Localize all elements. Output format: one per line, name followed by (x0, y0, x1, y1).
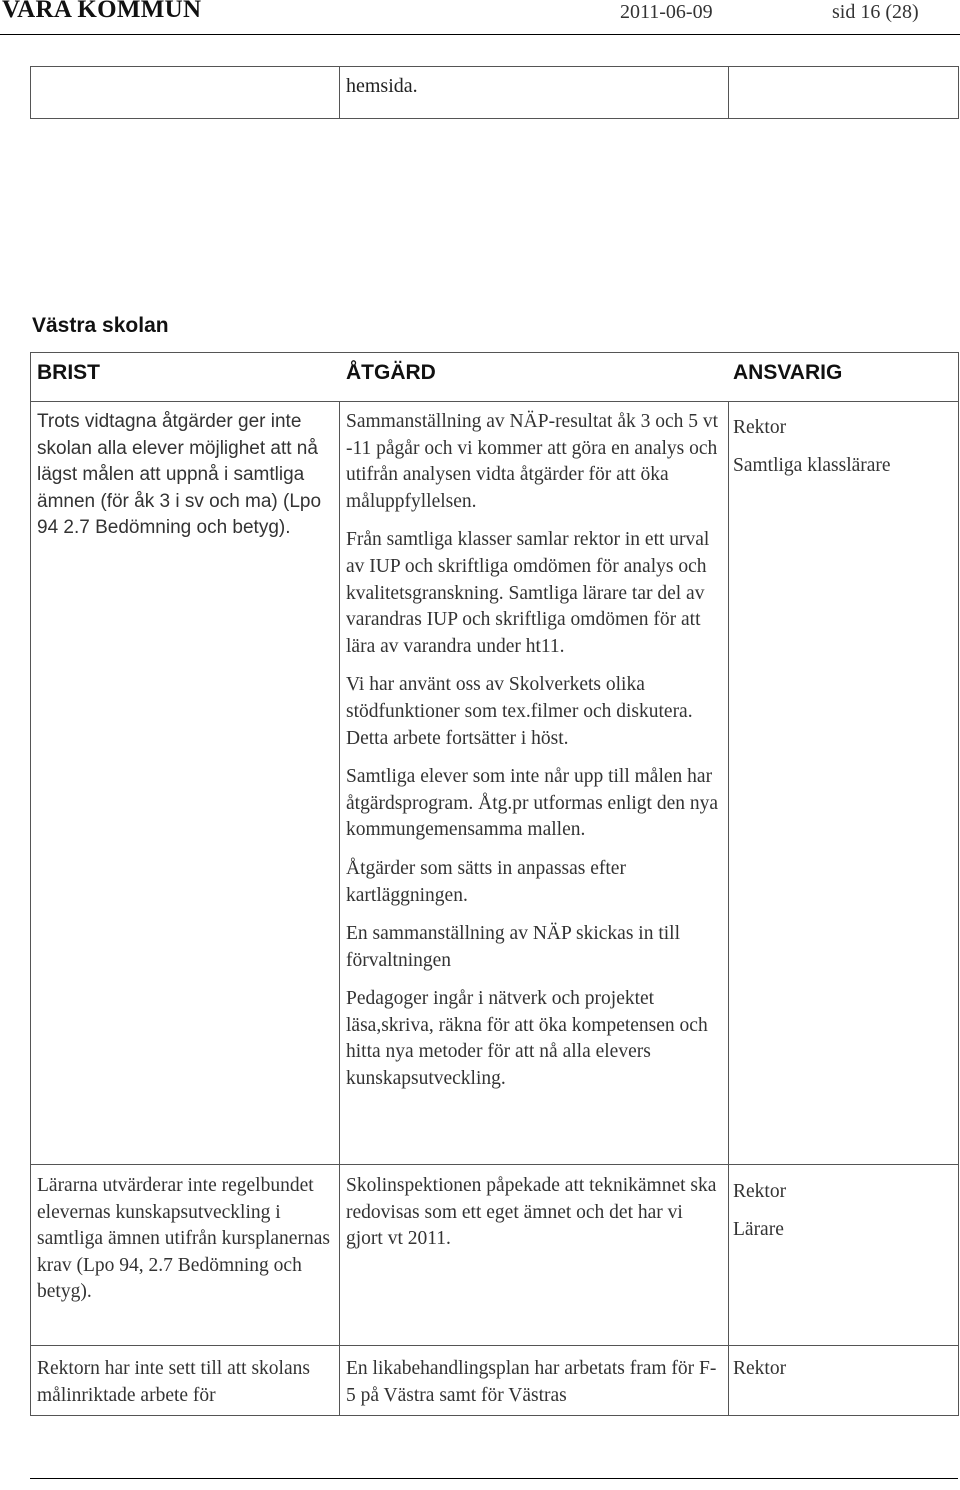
continued-table (30, 66, 959, 119)
header-row-divider (31, 401, 958, 402)
ansvarig-name: Rektor (733, 1358, 787, 1379)
table-cell-ansvarig (733, 1356, 953, 1383)
organization-name: VARA KOMMUN (2, 0, 202, 23)
section-title: Västra skolan (32, 314, 169, 337)
row-divider (31, 1164, 958, 1165)
column-header-brist: BRIST (37, 361, 100, 384)
table-cell-ansvarig (733, 409, 953, 485)
atgard-paragraph: Sammanställning av NÄP-resultat åk 3 och 5 vt -11 pågår och vi kommer att göra en analys och utifrån analysen vidta åtgärder för att öka måluppfyllelsen. (346, 411, 719, 512)
atgard-paragraph: En likabehandlingsplan har arbetats fram för F-5 på Västra samt för Västras (346, 1358, 717, 1406)
page-header (0, 0, 960, 35)
column-header-atgard: ÅTGÄRD (346, 361, 436, 384)
column-divider (728, 401, 729, 1415)
atgard-paragraph: Åtgärder som sätts in anpassas efter kartläggningen. (346, 857, 626, 906)
table-cell-ansvarig (733, 1173, 953, 1249)
ansvarig-name: Rektor (733, 1181, 787, 1202)
continued-cell-text: hemsida. (346, 75, 418, 97)
atgard-paragraph: En sammanställning av NÄP skickas in till förvaltningen (346, 923, 680, 971)
table-cell-atgard (346, 409, 724, 1093)
table-cell-atgard (346, 1173, 724, 1253)
brist-text: Lärarna utvärderar inte regelbundet elevernas kunskapsutveckling i samtliga ämnen utifrån kursplanernas krav (Lpo 94, 2.7 Bedömning och betyg). (37, 1175, 330, 1303)
atgard-paragraph: Vi har använt oss av Skolverkets olika stödfunktioner som tex.filmer och diskutera. Detta arbete fortsätter i höst. (346, 674, 693, 749)
table-divider (339, 67, 340, 118)
row-divider (31, 1345, 958, 1346)
document-date: 2011-06-09 (620, 1, 713, 23)
column-header-ansvarig: ANSVARIG (733, 361, 843, 384)
footer-rule (30, 1478, 958, 1479)
atgard-paragraph: Skolinspektionen påpekade att teknikämnet ska redovisas som ett eget ämnet och det har vi gjort vt 2011. (346, 1175, 717, 1250)
action-table (30, 352, 959, 1416)
atgard-paragraph: Samtliga elever som inte når upp till målen har åtgärdsprogram. Åtg.pr utformas enligt den nya kommungemensamma mallen. (346, 766, 719, 841)
page-number: sid 16 (28) (832, 1, 919, 23)
ansvarig-name: Lärare (733, 1219, 784, 1240)
column-divider (339, 401, 340, 1415)
table-cell-atgard (346, 1356, 724, 1409)
ansvarig-name: Samtliga klasslärare (733, 455, 891, 476)
brist-text: Trots vidtagna åtgärder ger inte skolan alla elever möjlighet att nå lägst målen att uppnå i samtliga ämnen (för åk 3 i sv och ma) (Lpo 94 2.7 Bedömning och betyg). (37, 411, 322, 539)
atgard-paragraph: Från samtliga klasser samlar rektor in ett urval av IUP och skriftliga omdömen för analys och kvalitetsgranskning. Samtliga lärare tar del av varandras IUP och skriftliga omdömen för att lära av varandra under ht11. (346, 529, 710, 657)
table-cell-brist (37, 1356, 333, 1409)
table-cell-brist (37, 1173, 333, 1306)
atgard-paragraph: Pedagoger ingår i nätverk och projektet läsa,skriva, räkna för att öka kompetensen och hitta nya metoder för att nå alla elevers kunskapsutveckling. (346, 988, 708, 1090)
table-divider (728, 67, 729, 118)
ansvarig-name: Rektor (733, 417, 787, 438)
brist-text: Rektorn har inte sett till att skolans målinriktade arbete för (37, 1358, 310, 1406)
table-cell-brist (37, 409, 333, 542)
